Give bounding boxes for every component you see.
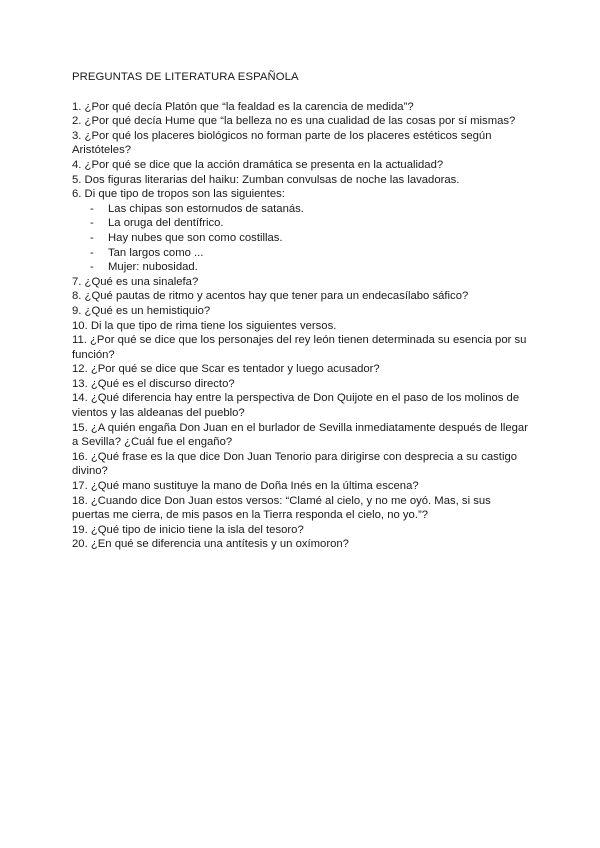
question-16: 16. ¿Qué frase es la que dice Don Juan Tenorio para dirigirse con desprecia a su castigo divino? [72,450,518,478]
question-2: 2. ¿Por qué decía Hume que “la belleza no es una cualidad de las cosas por sí mismas? [72,115,516,128]
question-8: 8. ¿Qué pautas de ritmo y acentos hay que tener para un endecasílabo sáfico? [72,290,469,303]
dash-bullet: - [90,202,94,215]
question-7: 7. ¿Qué es una sinalefa? [72,275,199,288]
question-3: 3. ¿Por qué los placeres biológicos no forman parte de los placeres estéticos según Aristóteles? [72,129,492,157]
trope-item: - Las chipas son estornudos de satanás. [90,202,304,215]
tropes-list [72,202,528,275]
question-1: 1. ¿Por qué decía Platón que “la fealdad es la carencia de medida”? [72,100,414,113]
question-11: 11. ¿Por qué se dice que los personajes del rey león tienen determinada su esencia por su función? [72,334,527,361]
trope-item: - Tan largos como ... [90,246,204,259]
question-9: 9. ¿Qué es un hemistiquio? [72,304,211,317]
dash-bullet: - [90,246,94,259]
question-15: 15. ¿A quién engaña Don Juan en el burlador de Sevilla inmediatamente después de llegar a Sevilla? ¿Cuál fue el engaño? [72,421,528,449]
question-12: 12. ¿Por qué se dice que Scar es tentador y luego acusador? [72,363,380,376]
question-18: 18. ¿Cuando dice Don Juan estos versos: “Clamé al cielo, y no me oyó. Mas, si sus puertas me cierra, de mis pasos en la Tierra responda el cielo, no yo.”? [72,494,491,522]
question-4: 4. ¿Por qué se dice que la acción dramática se presenta en la actualidad? [72,158,444,171]
document-page [72,70,528,552]
question-17: 17. ¿Qué mano sustituye la mano de Doña Inés en la última escena? [72,480,419,493]
question-10: 10. Di la que tipo de rima tiene los siguientes versos. [72,319,337,332]
question-14: 14. ¿Qué diferencia hay entre la perspectiva de Don Quijote en el paso de los molinos de vientos y las aldeanas del pueblo? [72,392,520,420]
dash-bullet: - [90,261,94,274]
trope-item: - Hay nubes que son como costillas. [90,231,283,244]
question-6: 6. Di que tipo de tropos son las siguientes: [72,188,285,201]
dash-bullet: - [90,231,94,244]
trope-item: - La oruga del dentífrico. [90,217,224,230]
question-13: 13. ¿Qué es el discurso directo? [72,377,235,390]
question-20: 20. ¿En qué se diferencia una antítesis y un oxímoron? [72,538,349,551]
question-5: 5. Dos figuras literarias del haiku: Zumban convulsas de noche las lavadoras. [72,173,460,186]
document-title: PREGUNTAS DE LITERATURA ESPAÑOLA [72,71,299,83]
question-list [72,100,528,552]
dash-bullet: - [90,217,94,230]
question-19: 19. ¿Qué tipo de inicio tiene la isla del tesoro? [72,523,304,536]
trope-item: - Mujer: nubosidad. [90,261,198,274]
